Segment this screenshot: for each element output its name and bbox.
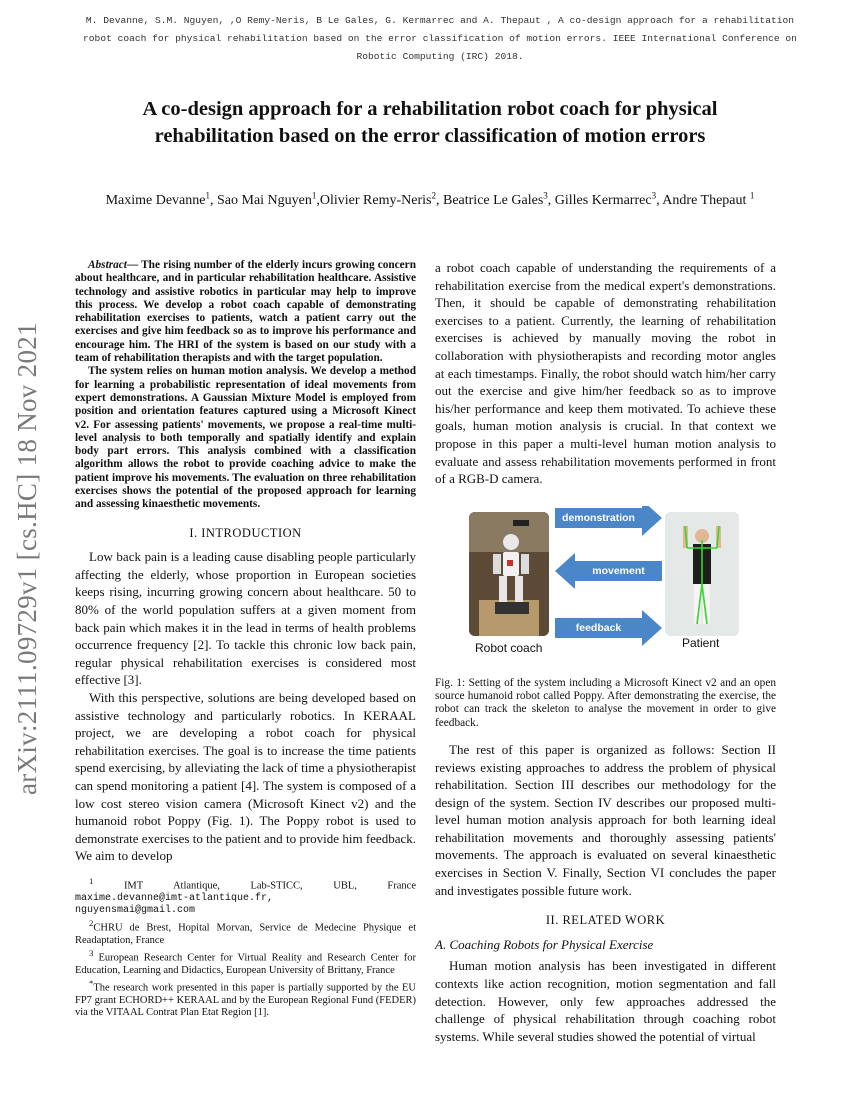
title-line: A co-design approach for a rehabilitation robot coach for physical xyxy=(142,98,718,120)
citation-line: robot coach for physical rehabilitation based on the error classification of motion errors. IEEE International Conference on xyxy=(83,33,797,44)
patient-label: Patient xyxy=(682,635,720,650)
footnote-email: nguyensmai@gmail.com xyxy=(75,904,196,916)
author: Gilles Kermarrec$^3$, xyxy=(554,190,663,208)
figure-caption: Fig. 1: Setting of the system including a Microsoft Kinect v2 and an open source humanoid robot called Poppy. After demonstrating the exercise, the robot can track the skeleton to analyse the movement in order to give feedback. xyxy=(435,676,776,729)
footnote: $^2$CHRU de Brest, Hopital Morvan, Service de Medecine Physique et Readaptation, France xyxy=(75,918,416,946)
title-line: rehabilitation based on the error classification of motion errors xyxy=(154,125,706,147)
arxiv-stamp: arXiv:2111.09729v1 [cs.HC] 18 Nov 2021 xyxy=(12,322,42,795)
citation-line: Robotic Computing (IRC) 2018. xyxy=(356,51,524,62)
figure-1 xyxy=(435,506,776,668)
footnote: $^3$ European Research Center for Virtual Reality and Research Center for Education, Learning and Didactics, European University of Brittany, France xyxy=(75,947,417,976)
abstract-label: Abstract xyxy=(88,259,127,271)
arrow-label-demonstration: demonstration xyxy=(562,511,635,524)
author: Olivier Remy-Neris$^2$, xyxy=(319,190,443,208)
subsection-heading: A. Coaching Robots for Physical Exercise xyxy=(435,936,654,952)
author: Sao Mai Nguyen$^1$, xyxy=(217,190,320,208)
arrow-label-movement: movement xyxy=(592,564,645,577)
abstract-paragraph: Abstract— The rising number of the elderly incurs growing concern about healthcare, and in particular rehabilitation healthcare. Assistive technology and assistive robotics in particular may help to improve this process. We develop a robot coach capable of demonstrating rehabilitation exercises to patients, watch a patient carry out the exercises and give him feedback so as to improve his performance and encourage him. The HRI of the system is based on our study with a team of rehabilitation therapists and with the target population. xyxy=(75,259,416,365)
body-paragraph: Low back pain is a leading cause disabling people particularly affecting the elderly, whose proportion in European societies keeps rising, incurring growing concern about healthcare. 50 to 80% of the world population suffers at a given moment from back pain which makes it in the lead in terms of health problems occurrence frequency [2]. To tackle this chronic low back pain, regular physical rehabilitation exercises is considered most effective [3]. xyxy=(75,549,416,688)
body-paragraph: Human motion analysis has been investigated in different contexts like action recognition, motion segmentation and fall detection. However, only few approaches addressed the challenge of physical rehabilitation through coaching robot systems. While several studies showed the potential of virtual xyxy=(435,958,776,1044)
robot-coach-label: Robot coach xyxy=(475,640,543,655)
body-paragraph: The rest of this paper is organized as follows: Section II reviews existing approaches to address the problem of physical rehabilitation. Section III describes our methodology for the design of the system. Section IV describes our proposed multi-level human motion analysis approach for both learning ideal rehabilitation movements and thoroughly assessing patients' movements. The approach is evaluated on several kinaesthetic exercises in Section V. Finally, Section VI concludes the paper and investigates possible future work. xyxy=(435,741,776,898)
abstract-paragraph: The system relies on human motion analysis. We develop a method for learning a probabilistic representation of ideal movements from expert demonstrations. A Gaussian Mixture Model is employed from position and orientation features captured using a Microsoft Kinect v2. For assessing patients' movements, we propose a real-time multi-level analysis to both temporally and spatially identify and explain body part errors. This analysis combined with a classification algorithm allows the robot to provide coaching advice to make the patient improve his movements. The evaluation on three rehabilitation exercises shows the potential of the proposed approach for learning and assessing kinaesthetic movements. xyxy=(75,365,416,511)
footnote: *The research work presented in this paper is partially supported by the EU FP7 grant ECHORD++ KERAAL and by the European Regional Fund (FEDER) via the VITAAL Contrat Plan Etat Region [1]. xyxy=(75,977,416,1018)
footnote-email: maxime.devanne@imt-atlantique.fr, xyxy=(75,892,274,904)
citation-header xyxy=(60,12,820,66)
author: Andre Thepaut $^1$ xyxy=(662,190,755,208)
body-paragraph: a robot coach capable of understanding the requirements of a rehabilitation exercise from the medical expert's demonstrations. Then, it should be capable of demonstrating rehabilitation exercises to a patient. Currently, the learning of rehabilitation exercises is achieved by manually moving the robot in collaboration with physiotherapists and recording motor angles at each timestamps. Finally, the robot should watch him/her carry out the exercise and give him/her feedback so as to improve his/her performance and keep them motivated. To achieve these goals, human motion analysis is crucial. In that context we propose in this paper a multi-level human motion analysis to evaluate and assess rehabilitation movements performed in front of a RGB-D camera. xyxy=(435,260,776,487)
footnote: $^1$ IMT Atlantique, Lab-STICC, UBL, France xyxy=(89,875,416,892)
author: Maxime Devanne$^1$, xyxy=(105,190,217,208)
author: Beatrice Le Gales$^3$, xyxy=(442,190,555,208)
body-paragraph: With this perspective, solutions are being developed based on assistive technology and particularly robotics. In KERAAL project, we are developing a robot coach for physical rehabilitation exercises. The goal is to increase the time patients spend exercising, by alleviating the lack of time a physiotherapist can spend monitoring a patient [4]. The system is composed of a low cost stereo vision camera (Microsoft Kinect v2) and the humanoid robot Poppy (Fig. 1). The Poppy robot is used to demonstrate exercises to the patient and to provide him feedback. We aim to develop xyxy=(75,689,416,864)
left-column xyxy=(75,259,416,1019)
footnotes xyxy=(75,875,416,1019)
section-heading-related-work: II. RELATED WORK xyxy=(545,913,666,928)
author-list xyxy=(40,190,820,209)
citation-line: M. Devanne, S.M. Nguyen, ,O Remy-Neris, B Le Gales, G. Kermarrec and A. Thepaut , A co-design approach for a rehabilitation xyxy=(85,15,795,26)
paper-title xyxy=(80,96,780,150)
right-column xyxy=(435,259,776,1045)
arrow-label-feedback: feedback xyxy=(575,621,622,634)
section-heading-introduction: I. INTRODUCTION xyxy=(189,525,302,540)
